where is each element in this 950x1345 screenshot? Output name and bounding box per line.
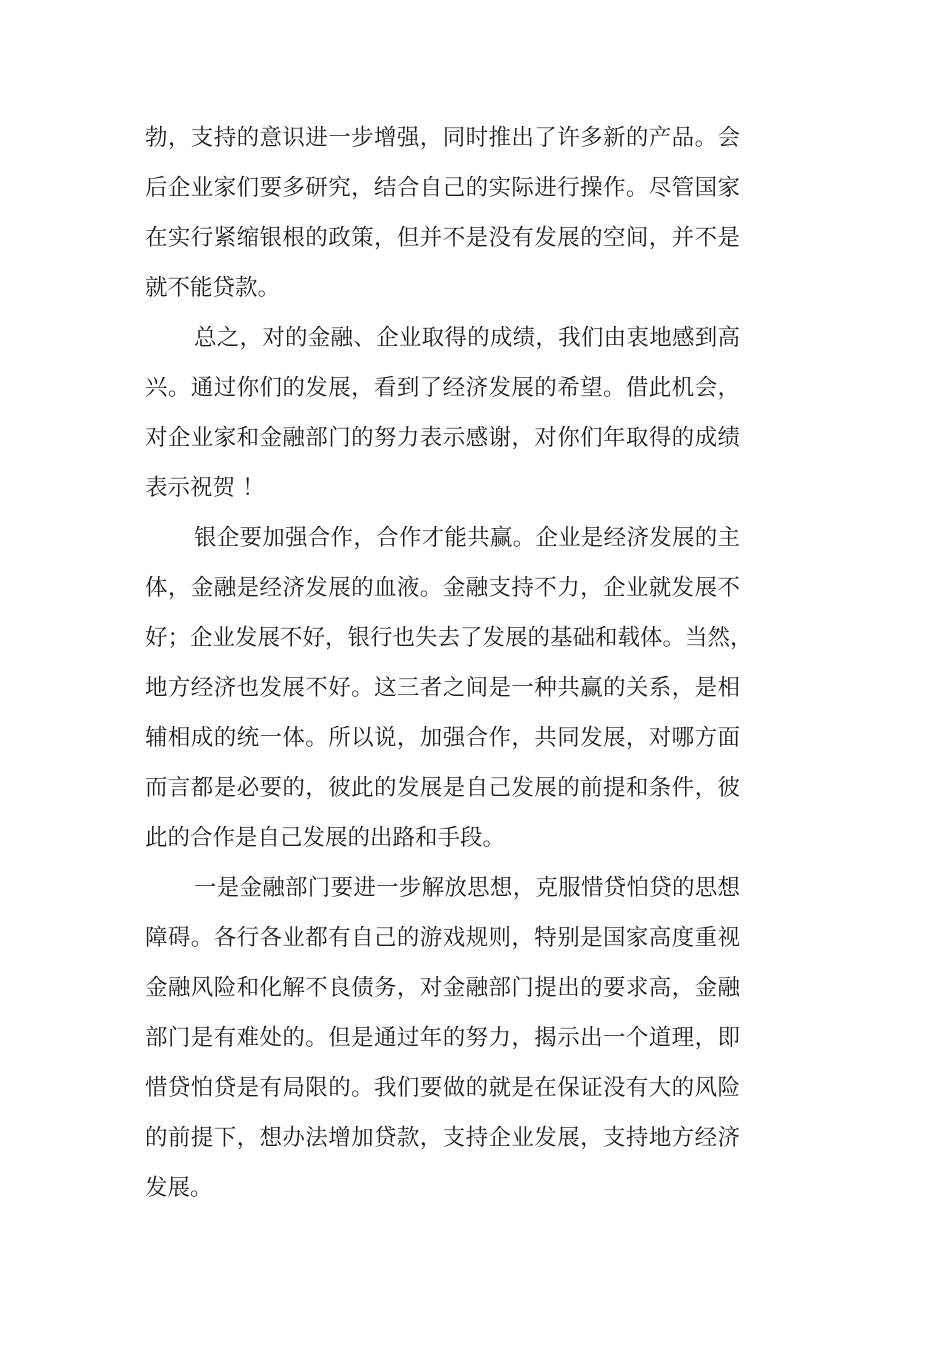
paragraph-line: 对企业家和金融部门的努力表示感谢，对你们年取得的成绩 xyxy=(145,425,740,451)
paragraph-4 xyxy=(145,863,745,1213)
paragraph-line: 表示祝贺 ！ xyxy=(145,475,265,501)
paragraph-line: 勃，支持的意识进一步增强，同时推出了许多新的产品。会 xyxy=(145,125,740,151)
paragraph-2 xyxy=(145,313,745,513)
paragraph-line: 一是金融部门要进一步解放思想，克服惜贷怕贷的思想 xyxy=(194,875,740,901)
paragraph-line: 障碍。各行各业都有自己的游戏规则，特别是国家高度重视 xyxy=(145,925,740,951)
paragraph-line: 地方经济也发展不好。这三者之间是一种共赢的关系，是相 xyxy=(145,675,740,701)
document-body xyxy=(145,113,753,1213)
paragraph-line: 兴。通过你们的发展，看到了经济发展的希望。借此机会， xyxy=(145,375,740,401)
paragraph-line: 发展。 xyxy=(145,1175,213,1201)
paragraph-line: 在实行紧缩银根的政策，但并不是没有发展的空间，并不是 xyxy=(145,225,740,251)
paragraph-line: 后企业家们要多研究，结合自己的实际进行操作。尽管国家 xyxy=(145,175,740,201)
paragraph-line: 就不能贷款。 xyxy=(145,275,281,301)
paragraph-line: 好；企业发展不好，银行也失去了发展的基础和载体。当然， xyxy=(145,625,753,651)
paragraph-line: 的前提下，想办法增加贷款，支持企业发展，支持地方经济 xyxy=(145,1125,740,1151)
paragraph-line: 总之，对的金融、企业取得的成绩，我们由衷地感到高 xyxy=(194,325,740,351)
paragraph-line: 惜贷怕贷是有局限的。我们要做的就是在保证没有大的风险 xyxy=(145,1075,740,1101)
paragraph-line: 部门是有难处的。但是通过年的努力，揭示出一个道理，即 xyxy=(145,1025,740,1051)
paragraph-line: 辅相成的统一体。所以说，加强合作，共同发展，对哪方面 xyxy=(145,725,740,751)
paragraph-line: 银企要加强合作，合作才能共赢。企业是经济发展的主 xyxy=(194,525,740,551)
paragraph-3 xyxy=(145,513,753,863)
paragraph-line: 此的合作是自己发展的出路和手段。 xyxy=(145,825,506,851)
paragraph-1 xyxy=(145,113,745,313)
paragraph-line: 体，金融是经济发展的血液。金融支持不力，企业就发展不 xyxy=(145,575,740,601)
paragraph-line: 而言都是必要的，彼此的发展是自己发展的前提和条件，彼 xyxy=(145,775,740,801)
paragraph-line: 金融风险和化解不良债务，对金融部门提出的要求高，金融 xyxy=(145,975,740,1001)
